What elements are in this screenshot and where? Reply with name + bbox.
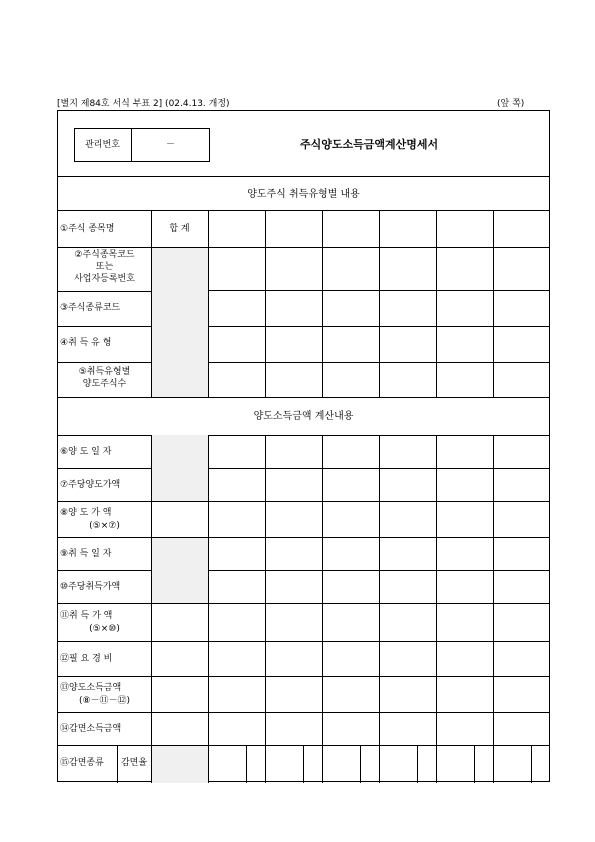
row-stock-code-line1: ②주식종목코드	[74, 250, 135, 260]
row-exempt-income: ⑭감면소득금액	[60, 724, 122, 734]
row-stock-type-code: ③주식종류코드	[60, 303, 121, 313]
row-stock-code-line3: 사업자등록번호	[74, 274, 135, 284]
row-exemption-rate: 감면율	[120, 758, 148, 768]
row-gain-line2: (⑧－⑪－⑫)	[78, 696, 131, 706]
section1-title: 양도주식 취득유형별 내용	[247, 189, 360, 200]
row-exemption-type: ⑮감면종류	[60, 758, 104, 768]
row-shares-line2: 양도주식수	[82, 379, 127, 389]
row-stock-name: ①주식 종목명	[60, 224, 115, 234]
page-side-label: (앞 쪽)	[497, 99, 525, 109]
row-gain-line1: ⑬양도소득금액	[60, 683, 122, 693]
row-acquisition-price-line1: ⑪취 득 가 액	[60, 611, 113, 621]
row-necessary-expenses: ⑫필 요 경 비	[60, 654, 113, 664]
row-transfer-price-line2: (⑤×⑦)	[89, 521, 120, 531]
row-transfer-price-line1: ⑧양 도 가 액	[60, 508, 112, 518]
form-reference: [별지 제84호 서식 부표 2] (02.4.13. 개정)	[57, 99, 230, 109]
row-shares-line1: ⑤취득유형별	[78, 367, 131, 377]
row-transfer-date: ⑥양 도 일 자	[60, 447, 112, 457]
calculation-form	[57, 110, 550, 782]
section2-title: 양도소득금액 계산내용	[253, 411, 354, 422]
total-header: 합 계	[169, 224, 190, 234]
row-stock-code-line2: 또는	[95, 262, 114, 272]
mgmt-number-label: 관리번호	[85, 140, 120, 150]
mgmt-number-value[interactable]: －	[165, 140, 175, 150]
row-transfer-price-per-share: ⑦주당양도가액	[60, 480, 121, 490]
row-acquisition-type: ④취 득 유 형	[60, 338, 112, 348]
form-title: 주식양도소득금액계산명세서	[300, 138, 439, 151]
row-acquisition-price-per-share: ⑩주당취득가액	[60, 582, 121, 592]
row-acquisition-date: ⑨취 득 일 자	[60, 549, 112, 559]
row-acquisition-price-line2: (⑤×⑩)	[89, 624, 120, 634]
